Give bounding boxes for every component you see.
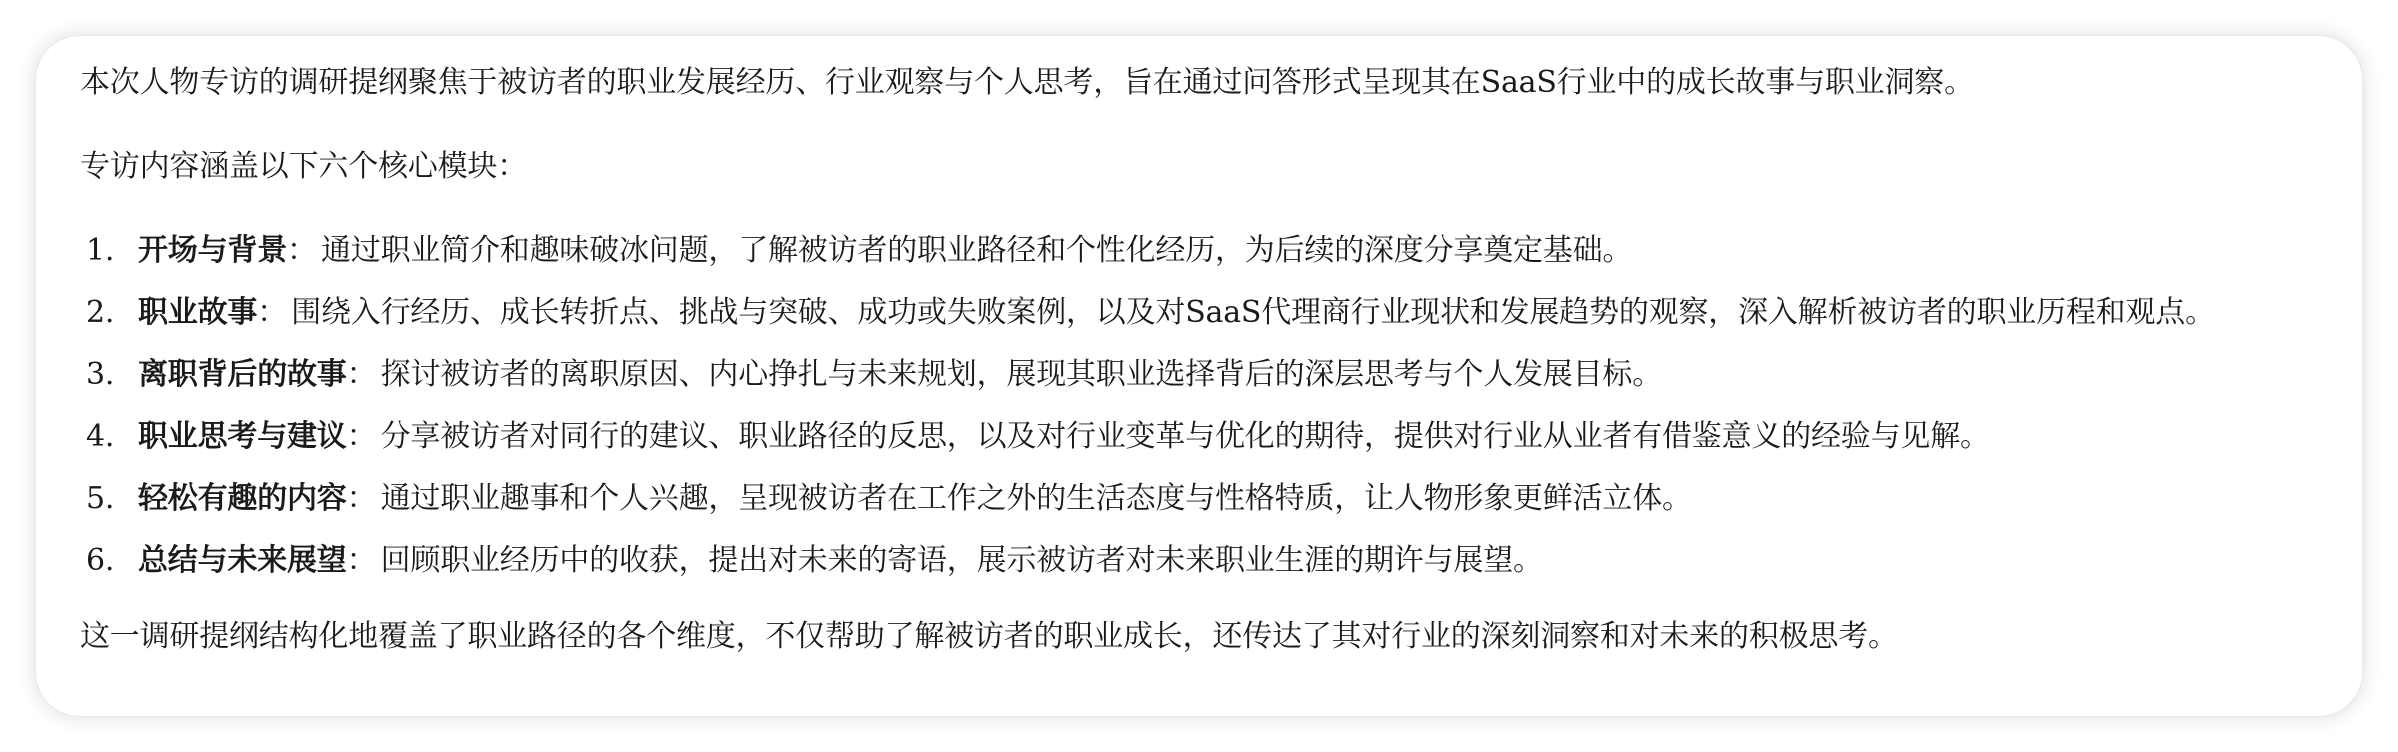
list-item: [80, 288, 2318, 350]
list-item: [80, 536, 2318, 598]
list-item-colon: ：: [346, 481, 377, 516]
list-item-colon: ：: [346, 543, 377, 578]
list-item-title: 总结与未来展望: [138, 543, 347, 578]
list-item-number: 4.: [86, 419, 115, 454]
intro-paragraph: 本次人物专访的调研提纲聚焦于被访者的职业发展经历、行业观察与个人思考，旨在通过问答形式呈现其在SaaS行业中的成长故事与职业洞察。: [80, 65, 1974, 100]
list-item-number: 6.: [86, 543, 115, 578]
list-item-title: 职业故事: [138, 295, 258, 330]
list-item-number: 1.: [86, 233, 115, 268]
list-item-description: 探讨被访者的离职原因、内心挣扎与未来规划，展现其职业选择背后的深层思考与个人发展目标。: [380, 357, 1663, 392]
lead-paragraph: 专访内容涵盖以下六个核心模块：: [80, 149, 527, 184]
list-item-description: 通过职业趣事和个人兴趣，呈现被访者在工作之外的生活态度与性格特质，让人物形象更鲜活立体。: [380, 481, 1692, 516]
message-card: [36, 36, 2362, 716]
list-item-colon: ：: [287, 233, 317, 268]
list-item-title: 离职背后的故事: [138, 357, 347, 392]
module-list: [80, 226, 2318, 598]
list-item-description: 通过职业简介和趣味破冰问题，了解被访者的职业路径和个性化经历，为后续的深度分享奠定基础。: [321, 233, 1633, 268]
list-item: [80, 226, 2318, 288]
list-item-description: 回顾职业经历中的收获，提出对未来的寄语，展示被访者对未来职业生涯的期许与展望。: [380, 543, 1543, 578]
list-item-colon: ：: [257, 295, 288, 330]
list-item: [80, 350, 2318, 412]
list-item-number: 2.: [86, 295, 115, 330]
list-item-number: 3.: [86, 357, 115, 392]
list-item: [80, 474, 2318, 536]
list-item-colon: ：: [346, 419, 377, 454]
list-item: [80, 412, 2318, 474]
list-item-description: 分享被访者对同行的建议、职业路径的反思，以及对行业变革与优化的期待，提供对行业从业者有借鉴意义的经验与见解。: [380, 419, 1990, 454]
list-item-title: 职业思考与建议: [138, 419, 347, 454]
list-item-title: 开场与背景: [138, 233, 287, 268]
list-item-description: 围绕入行经历、成长转折点、挑战与突破、成功或失败案例，以及对SaaS代理商行业现状和发展趋势的观察，深入解析被访者的职业历程和观点。: [291, 295, 2215, 330]
list-item-number: 5.: [86, 481, 115, 516]
list-item-title: 轻松有趣的内容: [138, 481, 347, 516]
list-item-colon: ：: [346, 357, 377, 392]
summary-paragraph: 这一调研提纲结构化地覆盖了职业路径的各个维度，不仅帮助了解被访者的职业成长，还传达了其对行业的深刻洞察和对未来的积极思考。: [80, 619, 1898, 654]
